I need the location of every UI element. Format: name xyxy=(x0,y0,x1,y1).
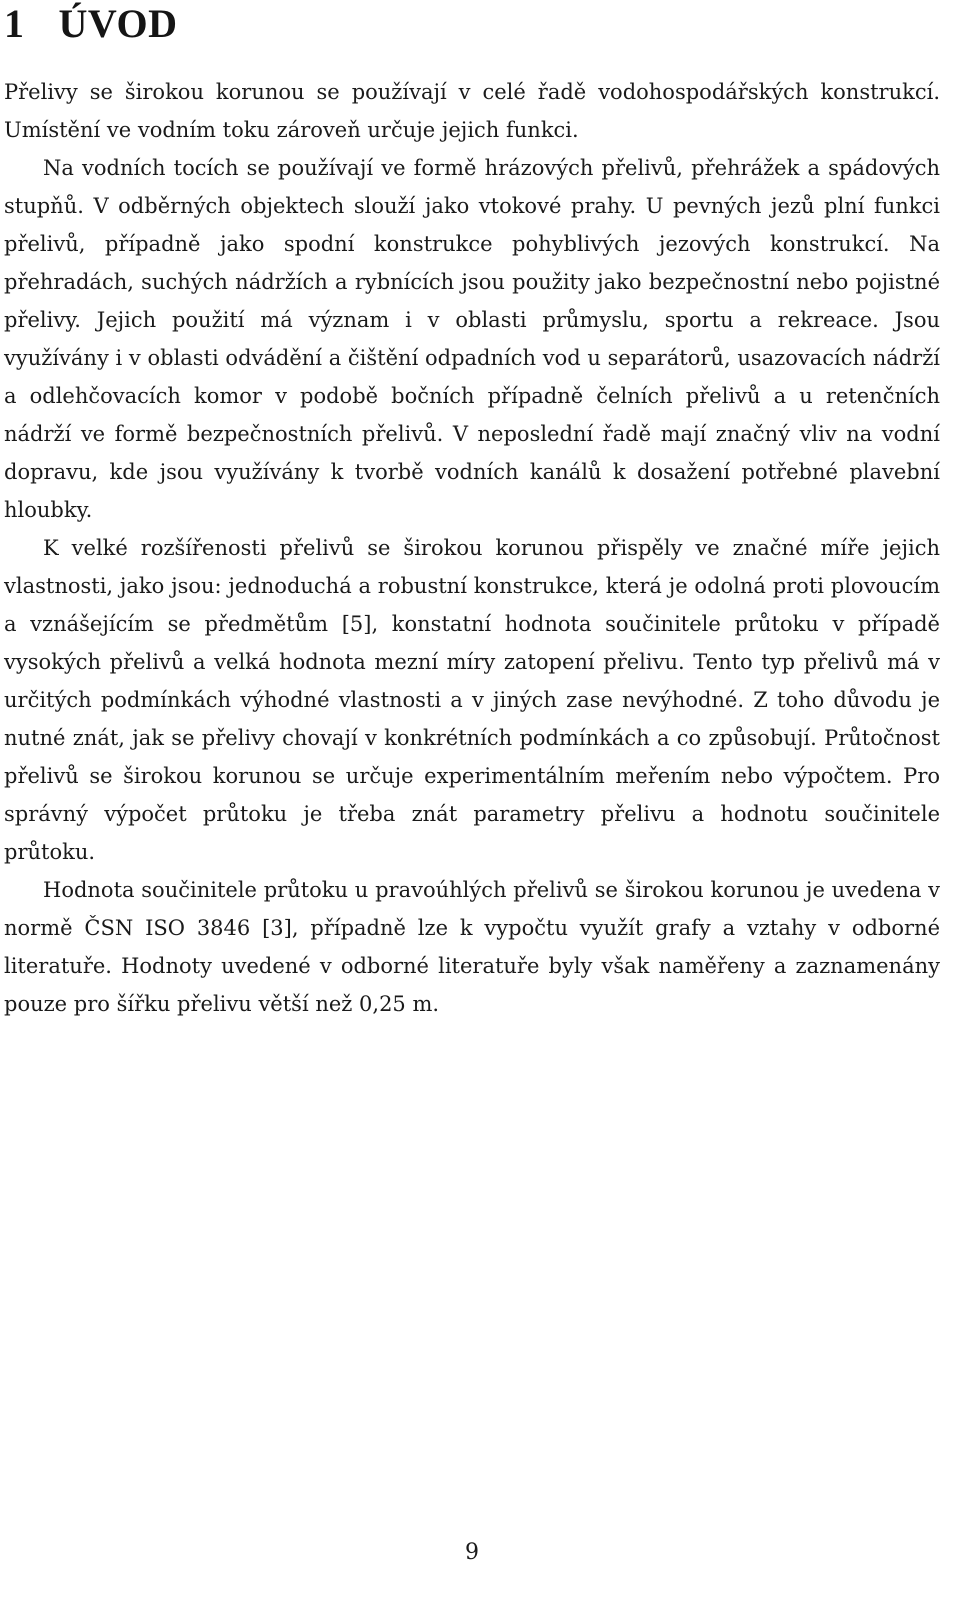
paragraph-properties: K velké rozšířenosti přelivů se širokou korunou přispěly ve značné míře jejich vlastnosti, jako jsou: jednoduchá a robustní konstrukce, která je odolná proti plovoucím a vznášejícím se předmětům [5], konstatní hodnota součinitele průtoku v případě vysokých přelivů a velká hodnota mezní míry zatopení přelivu. Tento typ přelivů má v určitých podmínkách výhodné vlastnosti a v jiných zase nevýhodné. Z toho důvodu je nutné znát, jak se přelivy chovají v konkrétních podmínkách a co způsobují. Průtočnost přelivů se širokou korunou se určuje experimentálním meřením nebo výpočtem. Pro správný výpočet průtoku je třeba znát parametry přelivu a hodnotu součinitele průtoku. xyxy=(4,536,940,864)
paragraph-intro: Přelivy se širokou korunou se používají v celé řadě vodohospodářských konstrukcí. Umístění ve vodním toku zároveň určuje jejich funkci. xyxy=(4,80,940,142)
page-number: 9 xyxy=(465,1540,479,1565)
document-page xyxy=(4,0,956,1606)
paragraph-usage: Na vodních tocích se používají ve formě hrázových přelivů, přehrážek a spádových stupňů. V odběrných objektech slouží jako vtokové prahy. U pevných jezů plní funkci přelivů, případně jako spodní konstrukce pohyblivých jezových konstrukcí. Na přehradách, suchých nádržích a rybnících jsou použity jako bezpečnostní nebo pojistné přelivy. Jejich použití má význam i v oblasti průmyslu, sportu a rekreace. Jsou využívány i v oblasti odvádění a čištění odpadních vod u separátorů, usazovacích nádrží a odlehčovacích komor v podobě bočních případně čelních přelivů a u retenčních nádrží ve formě bezpečnostních přelivů. V neposlední řadě mají značný vliv na vodní dopravu, kde jsou využívány k tvorbě vodních kanálů k dosažení potřebné plavební hloubky. xyxy=(4,156,940,522)
chapter-number: 1 xyxy=(4,1,25,46)
paragraph-coefficient: Hodnota součinitele průtoku u pravoúhlých přelivů se širokou korunou je uvedena v normě ČSN ISO 3846 [3], případně lze k vypočtu využít grafy a vztahy v odborné literatuře. Hodnoty uvedené v odborné literatuře byly však naměřeny a zaznamenány pouze pro šířku přelivu větší než 0,25 m. xyxy=(4,878,940,1016)
body-text xyxy=(4,73,940,1023)
chapter-heading xyxy=(4,0,177,48)
chapter-title: ÚVOD xyxy=(58,1,178,46)
